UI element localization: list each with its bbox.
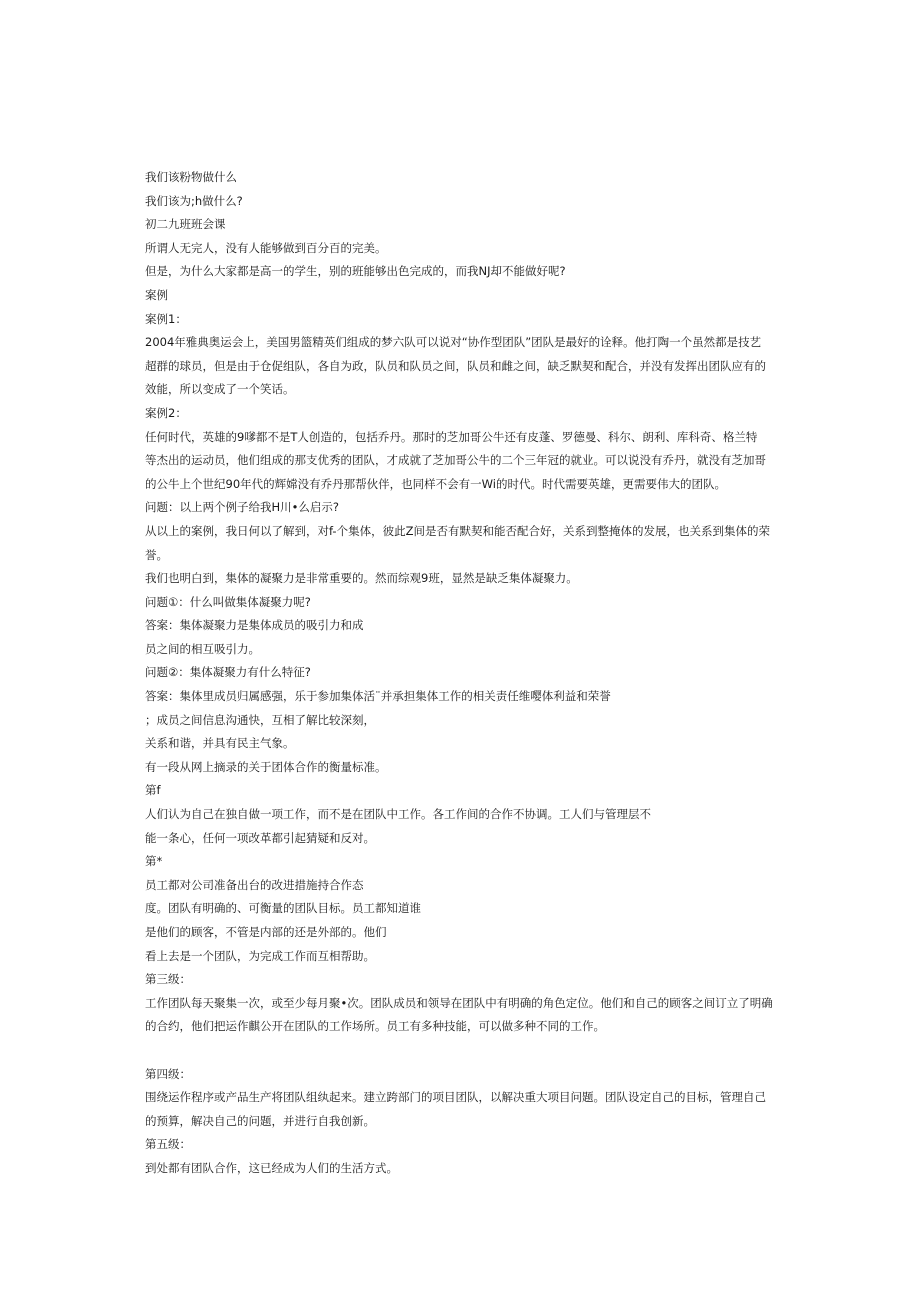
text-line: 誉。 (145, 547, 168, 562)
text-line: 第三级： (145, 972, 191, 987)
text-line: 答案：集体凝聚力是集体成员的吸引力和成 (145, 618, 364, 633)
text-line: 所谓人无完人，没有人能够做到百分百的完美。 (145, 240, 387, 255)
text-line: 第四级： (145, 1066, 191, 1081)
text-line: 人们认为自己在独自做一项工作，而不是在团队中工作。各工作间的合作不协调。工人们与管理层不 (145, 807, 651, 822)
text-line: 的公牛上个世纪90年代的辉嫦没有乔丹那帮伙伴，也同样不会有一Wi的时代。时代需要英雄，更需要伟大的团队。 (145, 476, 726, 491)
text-line: 看上去是一个团队，为完成工作而互相帮助。 (145, 948, 375, 963)
text-line: 效能，所以变成了一个笑话。 (145, 382, 295, 397)
text-line: 度。团队有明确的、可衡量的团队目标。员工都知道谁 (145, 901, 421, 916)
text-line: 第五级： (145, 1137, 191, 1152)
text-line: 等杰出的运动员，他们组成的那支优秀的团队，才成就了芝加哥公牛的二个三年冠的就业。可以说没有乔丹，就没有芝加哥 (145, 453, 766, 468)
text-line: ；成员之间信息沟通快，互相了解比较深刻， (145, 712, 375, 727)
text-line: 能一条心，任何一项改革都引起猜疑和反对。 (145, 830, 375, 845)
text-line: 第f (145, 783, 161, 798)
text-line: 工作团队每天聚集一次，或至少每月聚•次。团队成员和领导在团队中有明确的角色定位。他们和自己的顾客之间订立了明确 (145, 995, 773, 1010)
text-line: 我们也明白到，集体的凝聚力是非常重要的。然而综观9班，显然是缺乏集体凝聚力。 (145, 571, 578, 586)
text-line: 但是，为什么大家都是高一的学生，别的班能够出色完成的，而我NJ却不能做好呢? (145, 264, 566, 279)
text-line: 问题②：集体凝聚力有什么特征? (145, 665, 311, 680)
text-line: 员工都对公司准备出台的改进措施持合作态 (145, 877, 364, 892)
blank-line (145, 1039, 785, 1063)
text-line: 问题：以上两个例子给我H川•么启示? (145, 500, 340, 515)
text-line: 案例 (145, 287, 168, 302)
text-line: 初二九班班会课 (145, 217, 226, 232)
text-line: 到处都有团队合作，这已经成为人们的生活方式。 (145, 1160, 398, 1175)
text-line: 案例2： (145, 405, 187, 420)
text-line: 我们该为;h做什么? (145, 193, 243, 208)
text-line: 任何时代，英雄的9嗲都不是T人创造的，包括乔丹。那时的芝加哥公牛还有皮蓬、罗德曼、科尔、朗利、库科奇、格兰特 (145, 429, 758, 444)
text-line: 是他们的顾客，不管是内部的还是外部的。他们 (145, 925, 387, 939)
text-line: 答案：集体里成员归属感强，乐于参加集体活¨并承担集体工作的相关责任维嘤体利益和荣誉 (145, 689, 611, 704)
text-line: 问题①：什么叫做集体凝聚力呢? (145, 594, 311, 609)
text-line: 超群的球员，但是由于仓促组队，各自为政，队员和队员之间，队员和雌之间，缺乏默契和配合，并没有发挥出团队应有的 (145, 358, 766, 373)
text-line: 从以上的案例，我日何以了解到，对f-个集体，彼此Z间是否有默契和能否配合好，关系到整掩体的发展，也关系到集体的荣 (145, 523, 770, 538)
text-line: 案例1： (145, 311, 187, 326)
text-line: 围绕运作程序或产品生产将团队组纨起来。建立跨部门的项目团队，以解决重大项目问题。团队设定自己的目标，管理自己 (145, 1090, 766, 1105)
text-line: 我们该粉物做什么 (145, 170, 237, 184)
text-line: 第* (145, 854, 163, 869)
text-line: 的预算，解决自己的问题，并进行自我创新。 (145, 1113, 375, 1128)
text-line: 2004年雅典奥运会上，美国男篮精英们组成的梦六队可以说对“协作型团队”团队是最好的诠释。他打陶一个虽然都是技艺 (145, 335, 762, 350)
text-line: 有一段从网上摘录的关于团体合作的衡量标准。 (145, 759, 387, 774)
text-line: 关系和谐，并具有民主气象。 (145, 736, 295, 751)
text-line: 的合约，他们把运作麒公开在团队的工作场所。员工有多种技能，可以做多种不同的工作。 (145, 1019, 605, 1034)
document-body (145, 166, 785, 1181)
text-line: 员之间的相互吸引力。 (145, 641, 260, 656)
